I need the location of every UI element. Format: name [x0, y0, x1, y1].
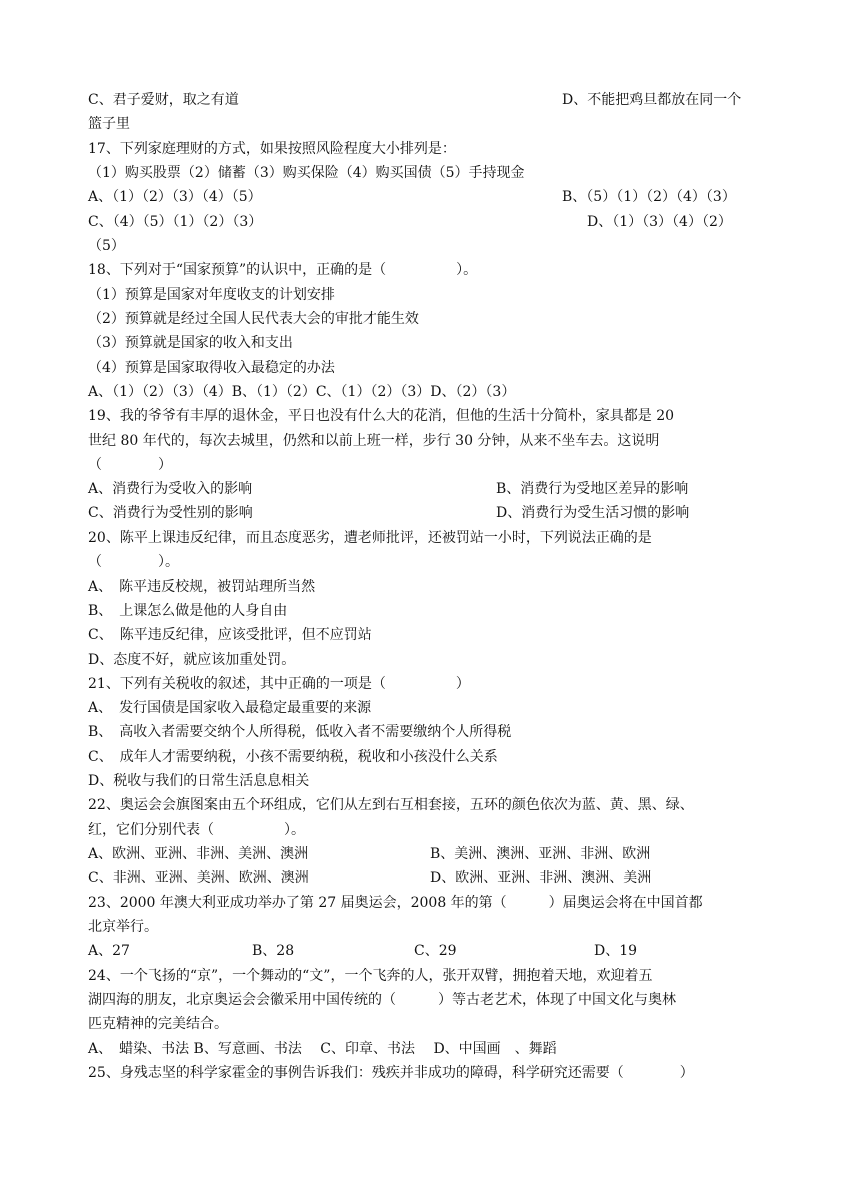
option-19d: D、消费行为受生活习惯的影响 — [496, 505, 690, 521]
question-17: 17、下列家庭理财的方式，如果按照风险程度大小排列是： — [88, 141, 456, 157]
option-17c: C、（4）（5）（1）（2）（3） — [88, 214, 263, 230]
options-24: A、 蜡染、书法 B、写意画、书法 C、印章、书法 D、中国画 、舞蹈 — [88, 1041, 557, 1057]
option-19c: C、消费行为受性别的影响 — [88, 505, 253, 521]
option-20a: A、 陈平违反校规，被罚站理所当然 — [88, 579, 316, 595]
question-24: 24、一个飞扬的“京”，一个舞动的“文”，一个飞奔的人，张开双臂，拥抱着天地，欢迎着五 — [88, 968, 653, 984]
option-21a: A、 发行国债是国家收入最稳定最重要的来源 — [88, 700, 372, 716]
question-22: 22、奥运会会旗图案由五个环组成，它们从左到右互相套接，五环的颜色依次为蓝、黄、黑、绿、 — [88, 797, 694, 813]
statement-18-1: （1）预算是国家对年度收支的计划安排 — [88, 287, 335, 303]
statement-18-4: （4）预算是国家取得收入最稳定的办法 — [88, 360, 335, 376]
question-23: 23、2000 年澳大利亚成功举办了第 27 届奥运会，2008 年的第（ ）届奥运会将在中国首都 — [88, 895, 703, 911]
question-23-cont: 北京举行。 — [88, 919, 158, 935]
statement-18-2: （2）预算就是经过全国人民代表大会的审批才能生效 — [88, 311, 419, 327]
option-20b: B、 上课怎么做是他的人身自由 — [88, 603, 288, 619]
option-21d: D、税收与我们的日常生活息息相关 — [88, 773, 310, 789]
option-22c: C、非洲、亚洲、美洲、欧洲、澳洲 — [88, 870, 309, 886]
question-24-cont: 湖四海的朋友，北京奥运会会徽采用中国传统的（ ）等古老艺术，体现了中国文化与奥林 — [88, 992, 676, 1008]
option-22a: A、欧洲、亚洲、非洲、美洲、澳洲 — [88, 846, 309, 862]
option-17d: D、（1）（3）（4）（2） — [587, 214, 732, 230]
option-23c: C、29 — [414, 943, 457, 959]
question-24-cont2: 匹克精神的完美结合。 — [88, 1016, 228, 1032]
option-19b: B、消费行为受地区差异的影响 — [496, 481, 689, 497]
option-17b: B、（5）（1）（2）（4）（3） — [562, 189, 736, 205]
answer-blank-20: （ ）。 — [88, 554, 179, 570]
statement-18-3: （3）预算就是国家的收入和支出 — [88, 335, 293, 351]
question-18: 18、下列对于“国家预算”的认识中，正确的是（ ）。 — [88, 262, 478, 278]
options-18: A、（1）（2）（3）（4）B、（1）（2）C、（1）（2）（3）D、（2）（3） — [88, 384, 516, 400]
question-22-cont: 红，它们分别代表（ ）。 — [88, 822, 305, 838]
answer-blank-19: （ ） — [88, 457, 172, 473]
option-17a: A、（1）（2）（3）（4）（5） — [88, 189, 262, 205]
option-20d: D、态度不好，就应该加重处罚。 — [88, 652, 296, 668]
option-23a: A、27 — [88, 943, 130, 959]
option-16d-cont: 篮子里 — [88, 116, 130, 132]
option-23b: B、28 — [252, 943, 295, 959]
option-21b: B、 高收入者需要交纳个人所得税，低收入者不需要缴纳个人所得税 — [88, 724, 512, 740]
option-20c: C、 陈平违反纪律，应该受批评，但不应罚站 — [88, 627, 372, 643]
option-19a: A、消费行为受收入的影响 — [88, 481, 253, 497]
option-23d: D、19 — [594, 943, 638, 959]
option-17d-cont: （5） — [88, 238, 125, 254]
option-22d: D、欧洲、亚洲、非洲、澳洲、美洲 — [430, 870, 652, 886]
option-16c: C、君子爱财，取之有道 — [88, 92, 239, 108]
option-21c: C、 成年人才需要纳税，小孩不需要纳税，税收和小孩没什么关系 — [88, 749, 498, 765]
option-16d: D、不能把鸡旦都放在同一个 — [562, 92, 742, 108]
option-22b: B、美洲、澳洲、亚洲、非洲、欧洲 — [430, 846, 651, 862]
question-21: 21、下列有关税收的叙述，其中正确的一项是（ ） — [88, 676, 470, 692]
question-19: 19、我的爷爷有丰厚的退休金，平日也没有什么大的花消，但他的生活十分简朴，家具都是 20 — [88, 408, 675, 424]
question-17-items: （1）购买股票（2）储蓄（3）购买保险（4）购买国债（5）手持现金 — [88, 165, 525, 181]
question-19-cont: 世纪 80 年代的，每次去城里，仍然和以前上班一样，步行 30 分钟，从来不坐车去。这说明 — [88, 433, 660, 449]
question-25: 25、身残志坚的科学家霍金的事例告诉我们：残疾并非成功的障碍，科学研究还需要（ ） — [88, 1065, 694, 1081]
question-20: 20、陈平上课违反纪律，而且态度恶劣，遭老师批评，还被罚站一小时，下列说法正确的是 — [88, 530, 652, 546]
